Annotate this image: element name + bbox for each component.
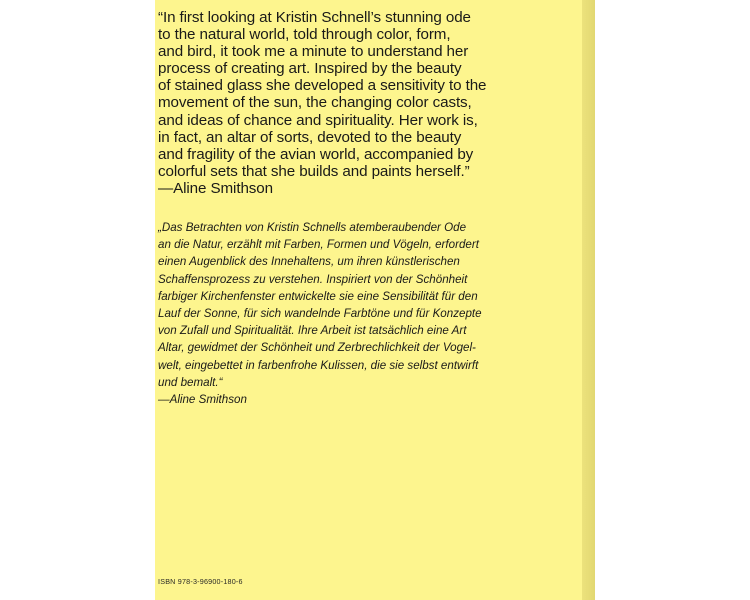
english-quote-line: process of creating art. Inspired by the beauty <box>158 60 462 78</box>
german-quote-line: farbiger Kirchenfenster entwickelte sie eine Sensibilität für den <box>158 289 478 303</box>
english-quote-line: in fact, an altar of sorts, devoted to the beauty <box>158 128 462 146</box>
english-quote-line: and fragility of the avian world, accompanied by <box>158 145 474 163</box>
english-quote-line: to the natural world, told through color, form, <box>158 26 451 44</box>
english-quote-attribution: —Aline Smithson <box>158 179 273 197</box>
german-quote-line: Schaffensprozess zu verstehen. Inspiriert von der Schönheit <box>158 272 468 286</box>
book-back-cover <box>155 0 595 600</box>
german-quote-line: Altar, gewidmet der Schönheit und Zerbrechlichkeit der Vogel- <box>158 341 476 355</box>
german-quote-line: einen Augenblick des Innehaltens, um ihren künstlerischen <box>158 255 460 269</box>
german-quote-line: „Das Betrachten von Kristin Schnells atemberaubender Ode <box>158 221 467 234</box>
german-quote-line: welt, eingebettet in farbenfrohe Kulissen, die sie selbst entwirft <box>158 358 479 372</box>
isbn-number: ISBN 978-3-96900-180-6 <box>158 577 243 586</box>
german-quote <box>158 219 518 408</box>
english-quote-line: of stained glass she developed a sensitivity to the <box>158 77 487 95</box>
german-quote-attribution: —Aline Smithson <box>158 393 247 407</box>
german-quote-line: an die Natur, erzählt mit Farben, Formen und Vögeln, erfordert <box>158 238 479 252</box>
english-quote-line: colorful sets that she builds and paints herself.” <box>158 162 470 180</box>
english-quote-line: movement of the sun, the changing color casts, <box>158 94 472 112</box>
book-spine-edge <box>582 0 595 600</box>
english-quote-line: and ideas of chance and spirituality. Her work is, <box>158 111 478 129</box>
german-quote-line: von Zufall und Spiritualität. Ihre Arbeit ist tatsächlich eine Art <box>158 324 467 338</box>
english-quote <box>158 9 518 197</box>
english-quote-line: “In first looking at Kristin Schnell’s stunning ode <box>158 9 471 26</box>
german-quote-line: Lauf der Sonne, für sich wandelnde Farbtöne und für Konzepte <box>158 307 482 321</box>
german-quote-line: und bemalt.“ <box>158 375 223 389</box>
english-quote-line: and bird, it took me a minute to understand her <box>158 43 469 61</box>
